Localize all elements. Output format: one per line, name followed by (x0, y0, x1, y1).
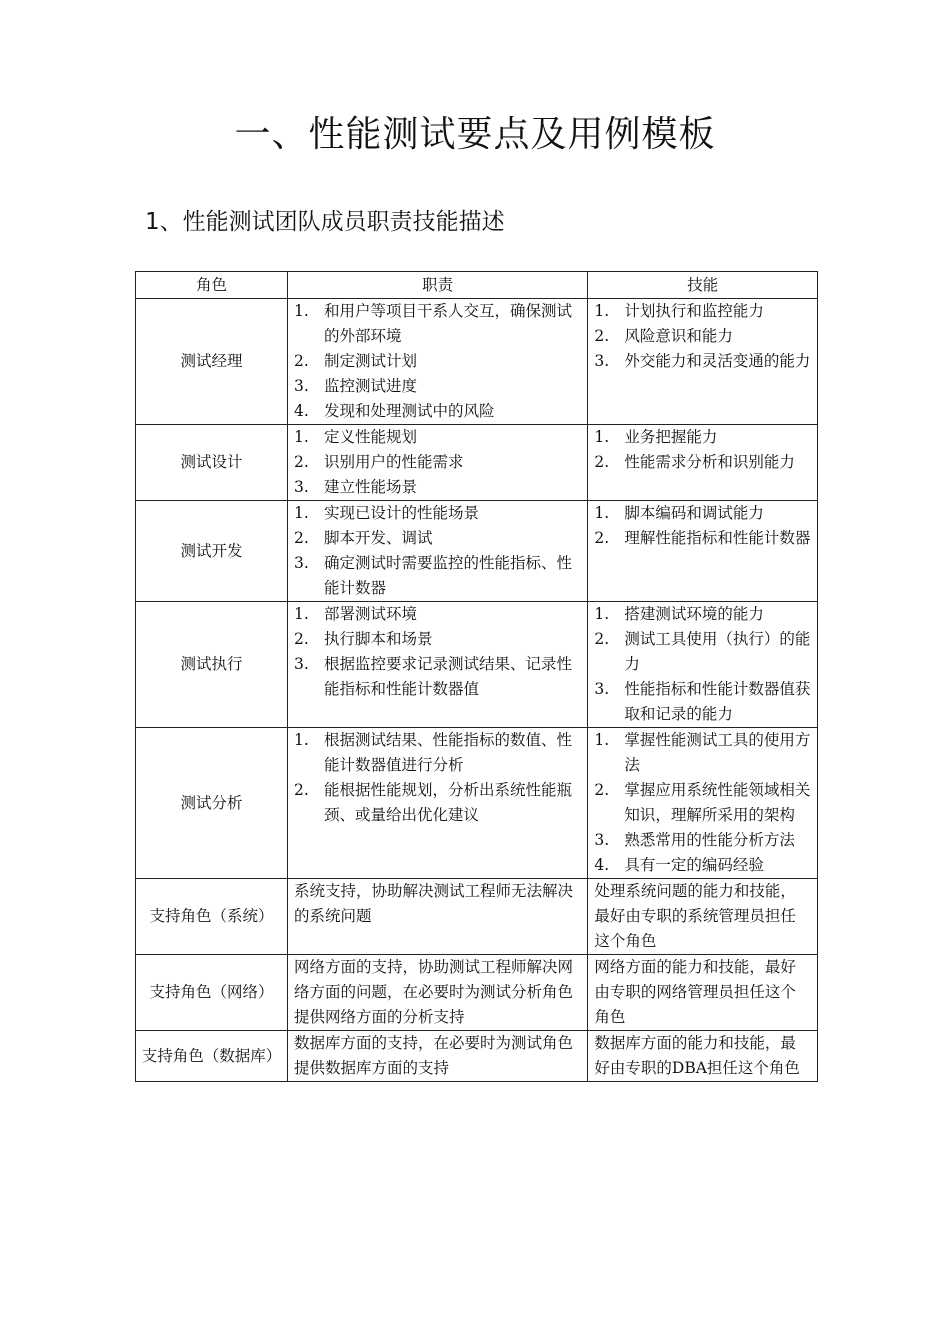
list-item-text: 实现已设计的性能场景 (323, 504, 479, 522)
role-cell: 测试开发 (136, 501, 288, 602)
header-role: 角色 (136, 272, 288, 299)
skills-cell (588, 955, 818, 1031)
duties-cell (287, 955, 587, 1031)
list-number: 2. (293, 352, 309, 370)
list-item-text: 监控测试进度 (323, 377, 417, 395)
duties-list (294, 728, 581, 828)
list-number: 1. (293, 504, 309, 522)
skills-cell (588, 602, 818, 728)
roles-table (135, 271, 818, 1082)
skills-cell (588, 879, 818, 955)
list-number: 2. (594, 781, 610, 799)
skills-list (594, 299, 811, 374)
list-number: 1. (594, 302, 610, 320)
list-item-text: 业务把握能力 (624, 428, 718, 446)
table-row (136, 602, 818, 728)
list-item (594, 677, 811, 727)
list-number: 1. (594, 731, 610, 749)
list-number: 1. (594, 504, 610, 522)
list-item (294, 501, 581, 526)
list-item (294, 526, 581, 551)
list-item (594, 602, 811, 627)
list-item (294, 728, 581, 778)
list-number: 2. (293, 630, 309, 648)
skills-cell (588, 501, 818, 602)
page-title: 一、性能测试要点及用例模板 (234, 114, 716, 155)
list-item-text: 外交能力和灵活变通的能力 (624, 352, 811, 370)
list-item (294, 450, 581, 475)
list-number: 1. (594, 428, 610, 446)
list-item (594, 778, 811, 828)
list-item-text: 熟悉常用的性能分析方法 (624, 831, 795, 849)
list-item-text: 识别用户的性能需求 (323, 453, 464, 471)
skills-cell (588, 1031, 818, 1082)
role-cell: 测试经理 (136, 299, 288, 425)
list-item-text: 脚本编码和调试能力 (624, 504, 764, 522)
list-item (594, 627, 811, 677)
list-number: 3. (293, 655, 309, 673)
list-item-text: 建立性能场景 (323, 478, 417, 496)
table-row (136, 501, 818, 602)
list-number: 1. (594, 605, 610, 623)
list-number: 2. (293, 453, 309, 471)
list-number: 2. (293, 529, 309, 547)
list-item-text: 根据测试结果、性能指标的数值、性能计数器值进行分析 (323, 731, 572, 774)
list-item-text: 掌握应用系统性能领域相关知识，理解所采用的架构 (624, 781, 811, 824)
skills-text: 网络方面的能力和技能，最好由专职的网络管理员担任这个角色 (594, 958, 796, 1026)
duties-cell (287, 602, 587, 728)
duties-list (294, 299, 581, 424)
list-item-text: 掌握性能测试工具的使用方法 (624, 731, 811, 774)
list-item (294, 475, 581, 500)
list-number: 1. (293, 731, 309, 749)
list-item (294, 374, 581, 399)
list-item (294, 778, 581, 828)
duties-cell (287, 728, 587, 879)
skills-list (594, 728, 811, 878)
role-cell: 测试设计 (136, 425, 288, 501)
duties-list (294, 425, 581, 500)
list-item-text: 发现和处理测试中的风险 (323, 402, 495, 420)
duties-text: 网络方面的支持，协助测试工程师解决网络方面的问题，在必要时为测试分析角色提供网络方面的分析支持 (293, 958, 573, 1026)
list-number: 3. (293, 554, 309, 572)
list-item-text: 根据监控要求记录测试结果、记录性能指标和性能计数器值 (323, 655, 572, 698)
list-number: 1. (293, 302, 309, 320)
table-row (136, 879, 818, 955)
duties-cell (287, 1031, 587, 1082)
list-number: 1. (293, 428, 309, 446)
table-header-row (136, 272, 818, 299)
list-number: 4. (594, 856, 610, 874)
skills-cell (588, 299, 818, 425)
list-item (294, 627, 581, 652)
list-number: 3. (594, 680, 610, 698)
skills-list (594, 501, 811, 551)
list-item-text: 执行脚本和场景 (323, 630, 433, 648)
header-skills: 技能 (588, 272, 818, 299)
list-item-text: 理解性能指标和性能计数器 (624, 529, 811, 547)
list-number: 2. (594, 327, 610, 345)
table-row (136, 425, 818, 501)
duties-cell (287, 299, 587, 425)
list-item-text: 和用户等项目干系人交互，确保测试的外部环境 (323, 302, 572, 345)
duties-cell (287, 425, 587, 501)
list-item-text: 计划执行和监控能力 (624, 302, 764, 320)
skills-list (594, 425, 811, 475)
list-number: 3. (293, 478, 309, 496)
duties-text: 数据库方面的支持，在必要时为测试角色提供数据库方面的支持 (293, 1034, 573, 1077)
list-item (294, 425, 581, 450)
role-cell: 测试执行 (136, 602, 288, 728)
list-item (594, 299, 811, 324)
list-number: 2. (594, 630, 610, 648)
table-row (136, 299, 818, 425)
skills-cell (588, 425, 818, 501)
list-item-text: 性能指标和性能计数器值获取和记录的能力 (624, 680, 811, 723)
list-item (294, 551, 581, 601)
list-item-text: 脚本开发、调试 (323, 529, 433, 547)
list-item (294, 349, 581, 374)
list-number: 3. (594, 352, 610, 370)
role-cell: 支持角色（系统） (136, 879, 288, 955)
duties-cell (287, 879, 587, 955)
skills-cell (588, 728, 818, 879)
list-item (294, 399, 581, 424)
duties-text: 系统支持，协助解决测试工程师无法解决的系统问题 (293, 882, 573, 925)
list-item (294, 652, 581, 702)
section-heading: 1、性能测试团队成员职责技能描述 (145, 209, 505, 235)
list-item (594, 828, 811, 853)
header-duties: 职责 (287, 272, 587, 299)
list-item-text: 确定测试时需要监控的性能指标、性能计数器 (323, 554, 572, 597)
role-cell: 支持角色（网络） (136, 955, 288, 1031)
list-number: 1. (293, 605, 309, 623)
list-item-text: 部署测试环境 (323, 605, 417, 623)
role-cell: 支持角色（数据库） (136, 1031, 288, 1082)
list-item (594, 853, 811, 878)
skills-text: 数据库方面的能力和技能，最好由专职的DBA担任这个角色 (594, 1034, 800, 1077)
list-number: 3. (293, 377, 309, 395)
list-item-text: 测试工具使用（执行）的能力 (624, 630, 811, 673)
list-item-text: 风险意识和能力 (624, 327, 733, 345)
table-row (136, 1031, 818, 1082)
list-number: 2. (594, 529, 610, 547)
table-body (136, 299, 818, 1082)
list-item (594, 526, 811, 551)
list-item (294, 299, 581, 349)
list-item (594, 501, 811, 526)
list-number: 2. (293, 781, 309, 799)
list-item-text: 定义性能规划 (323, 428, 417, 446)
list-item-text: 搭建测试环境的能力 (624, 605, 764, 623)
list-item-text: 性能需求分析和识别能力 (624, 453, 795, 471)
list-item (594, 324, 811, 349)
list-item (594, 728, 811, 778)
list-number: 2. (594, 453, 610, 471)
role-cell: 测试分析 (136, 728, 288, 879)
duties-cell (287, 501, 587, 602)
list-item-text: 制定测试计划 (323, 352, 417, 370)
list-item (594, 425, 811, 450)
duties-list (294, 501, 581, 601)
list-item (294, 602, 581, 627)
list-item (594, 349, 811, 374)
skills-text: 处理系统问题的能力和技能，最好由专职的系统管理员担任这个角色 (594, 882, 796, 950)
list-item-text: 具有一定的编码经验 (624, 856, 764, 874)
table-row (136, 955, 818, 1031)
list-number: 4. (293, 402, 309, 420)
list-number: 3. (594, 831, 610, 849)
skills-list (594, 602, 811, 727)
duties-list (294, 602, 581, 702)
list-item-text: 能根据性能规划，分析出系统性能瓶颈、或量给出优化建议 (323, 781, 572, 824)
list-item (594, 450, 811, 475)
table-row (136, 728, 818, 879)
